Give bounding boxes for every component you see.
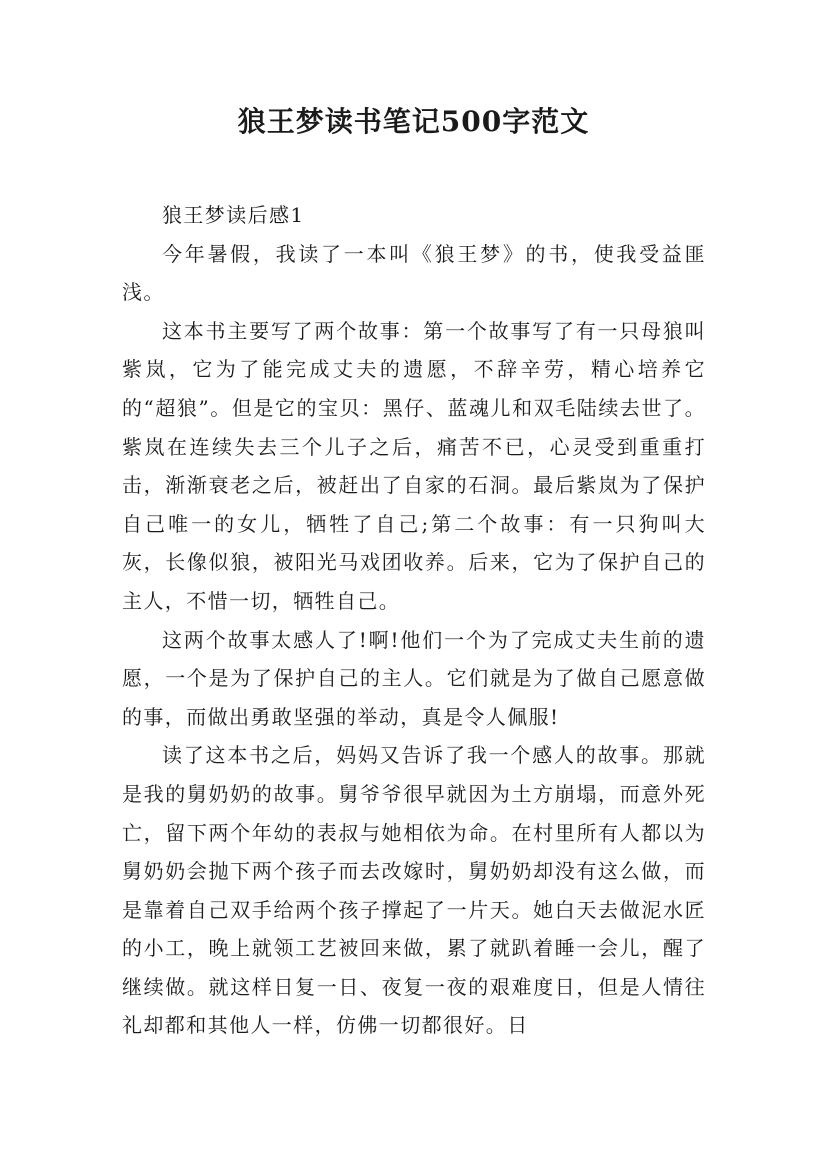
paragraph: 这两个故事太感人了!啊!他们一个为了完成丈夫生前的遗愿，一个是为了保护自己的主人。它们就是为了做自己愿意做的事，而做出勇敢坚强的举动，真是令人佩服! xyxy=(122,627,706,729)
paragraph: 这本书主要写了两个故事：第一个故事写了有一只母狼叫紫岚，它为了能完成丈夫的遗愿，不辞辛劳，精心培养它的“超狼”。但是它的宝贝：黑仔、蓝魂儿和双毛陆续去世了。紫岚在连续失去三个儿子之后，痛苦不已，心灵受到重重打击，渐渐衰老之后，被赶出了自家的石洞。最后紫岚为了保护自己唯一的女儿，牺牲了自己;第二个故事：有一只狗叫大灰，长像似狼，被阳光马戏团收养。后来，它为了保护自己的主人，不惜一切，牺牲自己。 xyxy=(122,318,706,613)
paragraph: 今年暑假，我读了一本叫《狼王梦》的书，使我受益匪浅。 xyxy=(122,241,706,305)
section-heading: 狼王梦读后感1 xyxy=(162,203,305,227)
paragraph: 读了这本书之后，妈妈又告诉了我一个感人的故事。那就是我的舅奶奶的故事。舅爷爷很早就因为土方崩塌，而意外死亡，留下两个年幼的表叔与她相依为命。在村里所有人都以为舅奶奶会抛下两个孩子而去改嫁时，舅奶奶却没有这么做，而是靠着自己双手给两个孩子撑起了一片天。她白天去做泥水匠的小工，晚上就领工艺被回来做，累了就趴着睡一会儿，醒了继续做。就这样日复一日、夜复一夜的艰难度日，但是人情往礼却都和其他人一样，仿佛一切都很好。日 xyxy=(122,743,706,1038)
document-title: 狼王梦读书笔记500字范文 xyxy=(237,105,590,138)
document-body xyxy=(122,196,706,1045)
